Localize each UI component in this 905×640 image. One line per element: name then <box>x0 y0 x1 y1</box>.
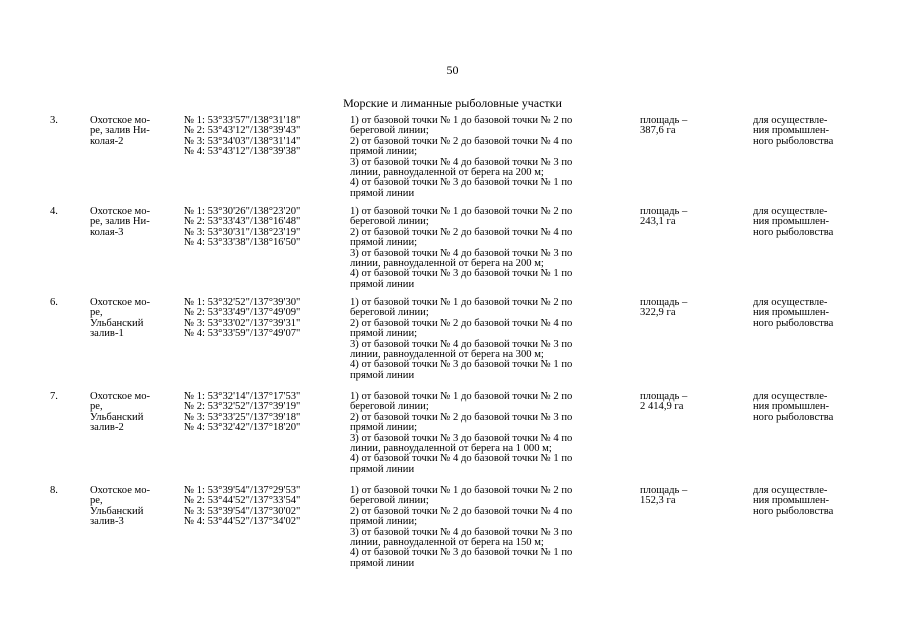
area-cell-line: площадь – <box>640 206 688 217</box>
location-cell <box>90 392 174 434</box>
purpose-cell-line: ния промышлен- <box>753 401 830 413</box>
location-cell <box>90 298 174 340</box>
boundary-description-cell-line: прямой линии; <box>350 328 418 340</box>
boundary-description-cell-line: прямой линии; <box>350 237 418 249</box>
boundary-description-cell-line: 4) от базовой точки № 3 до базовой точки № 1 по <box>350 359 573 371</box>
boundary-description-cell-line: 2) от базовой точки № 2 до базовой точки № 4 по <box>350 505 573 517</box>
area-cell <box>640 392 740 413</box>
location-cell-line: Охотское мо- <box>90 297 151 308</box>
location-cell-line: залив-3 <box>90 516 124 528</box>
boundary-description-cell-line: прямой линии <box>350 187 415 199</box>
area-cell <box>640 486 740 507</box>
coordinates-cell-line: № 3: 53°33'02"/137°39'31" <box>184 317 301 329</box>
purpose-cell-line: ния промышлен- <box>753 125 830 137</box>
location-cell-line: залив-2 <box>90 422 124 434</box>
table-row <box>0 392 905 482</box>
boundary-description-cell-line: 4) от базовой точки № 4 до базовой точки № 1 по <box>350 453 573 465</box>
boundary-description-cell-line: 2) от базовой точки № 2 до базовой точки № 4 по <box>350 226 573 238</box>
location-cell-line: колая-3 <box>90 226 124 238</box>
area-cell-line: 2 414,9 га <box>640 401 684 413</box>
area-cell <box>640 116 740 137</box>
purpose-cell-line: для осуществле- <box>753 297 828 308</box>
purpose-cell-line: ного рыболовства <box>753 226 834 238</box>
boundary-description-cell-line: береговой линии; <box>350 401 429 413</box>
location-cell-line: Ульбанский <box>90 411 144 423</box>
boundary-description-cell-line: 4) от базовой точки № 3 до базовой точки № 1 по <box>350 268 573 280</box>
location-cell-line: колая-2 <box>90 135 124 147</box>
purpose-cell <box>753 392 868 423</box>
coordinates-cell <box>184 298 344 340</box>
coordinates-cell-line: № 3: 53°30'31"/138°23'19" <box>184 226 301 238</box>
boundary-description-cell-line: береговой линии; <box>350 125 429 137</box>
area-cell-line: площадь – <box>640 391 688 402</box>
area-cell-line: 243,1 га <box>640 216 676 228</box>
boundary-description-cell-line: прямой линии <box>350 278 415 290</box>
purpose-cell-line: для осуществле- <box>753 206 828 217</box>
boundary-description-cell-line: 3) от базовой точки № 4 до базовой точки № 3 по <box>350 338 573 350</box>
boundary-description-cell-line: линии, равноудаленной от берега на 150 м; <box>350 537 544 549</box>
table-row <box>0 207 905 297</box>
location-cell-line: Ульбанский <box>90 505 144 517</box>
location-cell-line: Охотское мо- <box>90 206 151 217</box>
boundary-description-cell-line: прямой линии <box>350 369 415 381</box>
boundary-description-cell-line: 4) от базовой точки № 3 до базовой точки № 1 по <box>350 547 573 559</box>
boundary-description-cell-line: береговой линии; <box>350 216 429 228</box>
boundary-description-cell-line: 1) от базовой точки № 1 до базовой точки № 2 по <box>350 485 573 496</box>
purpose-cell-line: ния промышлен- <box>753 307 830 319</box>
coordinates-cell-line: № 1: 53°32'14"/137°17'53" <box>184 391 301 402</box>
boundary-description-cell-line: 2) от базовой точки № 2 до базовой точки № 4 по <box>350 135 573 147</box>
row-number: 7. <box>50 391 58 402</box>
location-cell <box>90 207 174 238</box>
location-cell-line: ре, залив Ни- <box>90 125 150 137</box>
purpose-cell <box>753 298 868 329</box>
area-cell <box>640 298 740 319</box>
boundary-description-cell-line: 1) от базовой точки № 1 до базовой точки № 2 по <box>350 391 573 402</box>
boundary-description-cell-line: 4) от базовой точки № 3 до базовой точки № 1 по <box>350 177 573 189</box>
coordinates-cell-line: № 3: 53°33'25"/137°39'18" <box>184 411 301 423</box>
coordinates-cell <box>184 207 344 249</box>
location-cell <box>90 486 174 528</box>
coordinates-cell-line: № 1: 53°33'57"/138°31'18" <box>184 115 301 126</box>
purpose-cell <box>753 486 868 517</box>
boundary-description-cell <box>350 392 635 475</box>
purpose-cell-line: для осуществле- <box>753 485 828 496</box>
location-cell-line: ре, залив Ни- <box>90 216 150 228</box>
area-cell-line: площадь – <box>640 297 688 308</box>
section-title: Морские и лиманные рыболовные участки <box>343 96 562 110</box>
coordinates-cell-line: № 4: 53°33'59"/137°49'07" <box>184 328 301 340</box>
coordinates-cell <box>184 392 344 434</box>
purpose-cell-line: ного рыболовства <box>753 317 834 329</box>
location-cell-line: Ульбанский <box>90 317 144 329</box>
purpose-cell <box>753 207 868 238</box>
boundary-description-cell-line: прямой линии <box>350 463 415 475</box>
purpose-cell-line: для осуществле- <box>753 391 828 402</box>
area-cell-line: 152,3 га <box>640 495 676 507</box>
boundary-description-cell-line: 3) от базовой точки № 4 до базовой точки № 3 по <box>350 247 573 259</box>
boundary-description-cell-line: 3) от базовой точки № 4 до базовой точки № 3 по <box>350 526 573 538</box>
boundary-description-cell-line: линии, равноудаленной от берега на 200 м; <box>350 167 544 179</box>
boundary-description-cell-line: прямой линии; <box>350 422 418 434</box>
table-row <box>0 298 905 388</box>
location-cell <box>90 116 174 147</box>
coordinates-cell-line: № 4: 53°33'38"/138°16'50" <box>184 237 301 249</box>
area-cell <box>640 207 740 228</box>
location-cell-line: залив-1 <box>90 328 124 340</box>
coordinates-cell-line: № 3: 53°39'54"/137°30'02" <box>184 505 301 517</box>
area-cell-line: площадь – <box>640 115 688 126</box>
table-row <box>0 486 905 576</box>
boundary-description-cell <box>350 298 635 381</box>
coordinates-cell-line: № 4: 53°32'42"/137°18'20" <box>184 422 301 434</box>
boundary-description-cell-line: прямой линии; <box>350 516 418 528</box>
row-number: 4. <box>50 206 58 217</box>
boundary-description-cell-line: 1) от базовой точки № 1 до базовой точки № 2 по <box>350 297 573 308</box>
coordinates-cell-line: № 2: 53°33'49"/137°49'09" <box>184 307 301 319</box>
location-cell-line: Охотское мо- <box>90 485 151 496</box>
coordinates-cell <box>184 486 344 528</box>
purpose-cell-line: ния промышлен- <box>753 216 830 228</box>
page-number: 50 <box>446 63 459 77</box>
boundary-description-cell-line: 3) от базовой точки № 3 до базовой точки № 4 по <box>350 432 573 444</box>
purpose-cell-line: ния промышлен- <box>753 495 830 507</box>
purpose-cell-line: ного рыболовства <box>753 505 834 517</box>
area-cell-line: 322,9 га <box>640 307 676 319</box>
coordinates-cell-line: № 2: 53°44'52"/137°33'54" <box>184 495 301 507</box>
boundary-description-cell-line: линии, равноудаленной от берега на 1 000 м; <box>350 443 552 455</box>
coordinates-cell-line: № 2: 53°43'12"/138°39'43" <box>184 125 301 137</box>
purpose-cell-line: для осуществле- <box>753 115 828 126</box>
row-number: 6. <box>50 297 58 308</box>
purpose-cell-line: ного рыболовства <box>753 411 834 423</box>
boundary-description-cell <box>350 116 635 199</box>
boundary-description-cell-line: прямой линии; <box>350 146 418 158</box>
coordinates-cell-line: № 2: 53°32'52"/137°39'19" <box>184 401 301 413</box>
location-cell-line: Охотское мо- <box>90 391 151 402</box>
coordinates-cell-line: № 1: 53°30'26"/138°23'20" <box>184 206 301 217</box>
boundary-description-cell-line: 3) от базовой точки № 4 до базовой точки № 3 по <box>350 156 573 168</box>
row-number: 3. <box>50 115 58 126</box>
coordinates-cell-line: № 1: 53°32'52"/137°39'30" <box>184 297 301 308</box>
purpose-cell-line: ного рыболовства <box>753 135 834 147</box>
boundary-description-cell-line: береговой линии; <box>350 307 429 319</box>
coordinates-cell-line: № 4: 53°43'12"/138°39'38" <box>184 146 301 158</box>
area-cell-line: 387,6 га <box>640 125 676 137</box>
coordinates-cell <box>184 116 344 158</box>
boundary-description-cell-line: прямой линии <box>350 557 415 569</box>
boundary-description-cell <box>350 486 635 569</box>
table-row <box>0 116 905 206</box>
location-cell-line: ре, <box>90 495 103 507</box>
purpose-cell <box>753 116 868 147</box>
coordinates-cell-line: № 1: 53°39'54"/137°29'53" <box>184 485 301 496</box>
row-number: 8. <box>50 485 58 496</box>
area-cell-line: площадь – <box>640 485 688 496</box>
boundary-description-cell-line: 2) от базовой точки № 2 до базовой точки № 4 по <box>350 317 573 329</box>
boundary-description-cell <box>350 207 635 290</box>
location-cell-line: ре, <box>90 307 103 319</box>
coordinates-cell-line: № 2: 53°33'43"/138°16'48" <box>184 216 301 228</box>
boundary-description-cell-line: береговой линии; <box>350 495 429 507</box>
location-cell-line: ре, <box>90 401 103 413</box>
boundary-description-cell-line: 1) от базовой точки № 1 до базовой точки № 2 по <box>350 115 573 126</box>
boundary-description-cell-line: линии, равноудаленной от берега на 200 м; <box>350 258 544 270</box>
boundary-description-cell-line: линии, равноудаленной от берега на 300 м; <box>350 349 544 361</box>
coordinates-cell-line: № 4: 53°44'52"/137°34'02" <box>184 516 301 528</box>
boundary-description-cell-line: 2) от базовой точки № 2 до базовой точки № 3 по <box>350 411 573 423</box>
location-cell-line: Охотское мо- <box>90 115 151 126</box>
boundary-description-cell-line: 1) от базовой точки № 1 до базовой точки № 2 по <box>350 206 573 217</box>
coordinates-cell-line: № 3: 53°34'03"/138°31'14" <box>184 135 301 147</box>
